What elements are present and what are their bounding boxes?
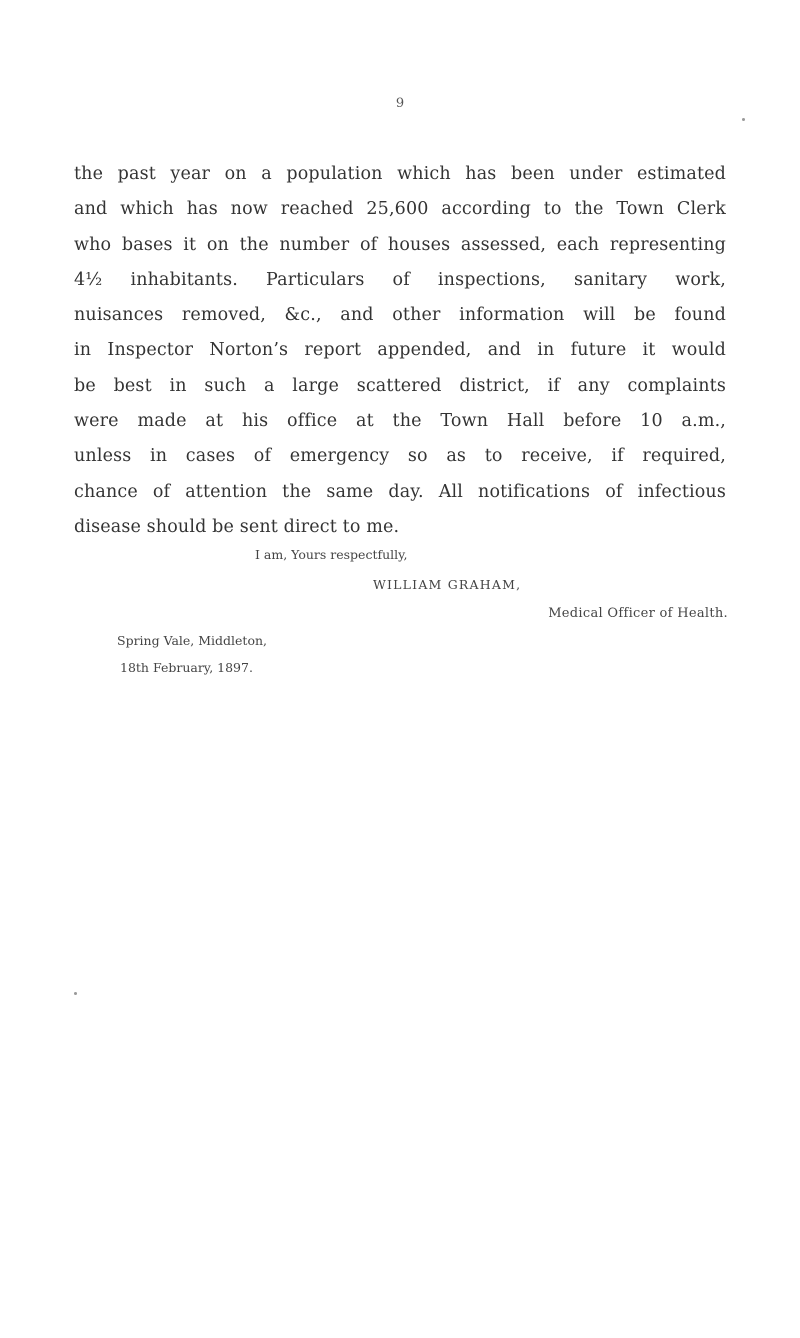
closing-salutation: I am, Yours respectfully, <box>255 547 408 562</box>
letter-date: 18th February, 1897. <box>120 660 253 675</box>
paragraph-line: disease should be sent direct to me. <box>74 516 400 537</box>
paragraph-line: in Inspector Norton’s report appended, and in future it would <box>74 340 726 361</box>
paragraph-line: unless in cases of emergency so as to receive, if required, <box>74 446 726 467</box>
paragraph-line: were made at his office at the Town Hall before 10 a.m., <box>74 411 726 432</box>
paper-speck <box>74 992 77 995</box>
sender-address: Spring Vale, Middleton, <box>117 633 268 648</box>
paragraph-line: the past year on a population which has been under estimated <box>74 164 726 184</box>
signature-title: Medical Officer of Health. <box>548 606 728 621</box>
paragraph-line: be best in such a large scattered district, if any complaints <box>74 375 726 396</box>
paragraph-line: who bases it on the number of houses assessed, each representing <box>74 234 726 255</box>
paper-speck <box>742 118 745 121</box>
page-number: 9 <box>395 96 405 111</box>
paragraph-line: nuisances removed, &c., and other information will be found <box>74 305 726 326</box>
paragraph-line: chance of attention the same day. All notifications of infectious <box>74 481 726 502</box>
body-paragraph <box>74 157 726 545</box>
signature-name: WILLIAM GRAHAM, <box>373 577 522 592</box>
paragraph-line: 4½ inhabitants. Particulars of inspections, sanitary work, <box>74 269 726 290</box>
paragraph-line: and which has now reached 25,600 according to the Town Clerk <box>74 199 726 220</box>
